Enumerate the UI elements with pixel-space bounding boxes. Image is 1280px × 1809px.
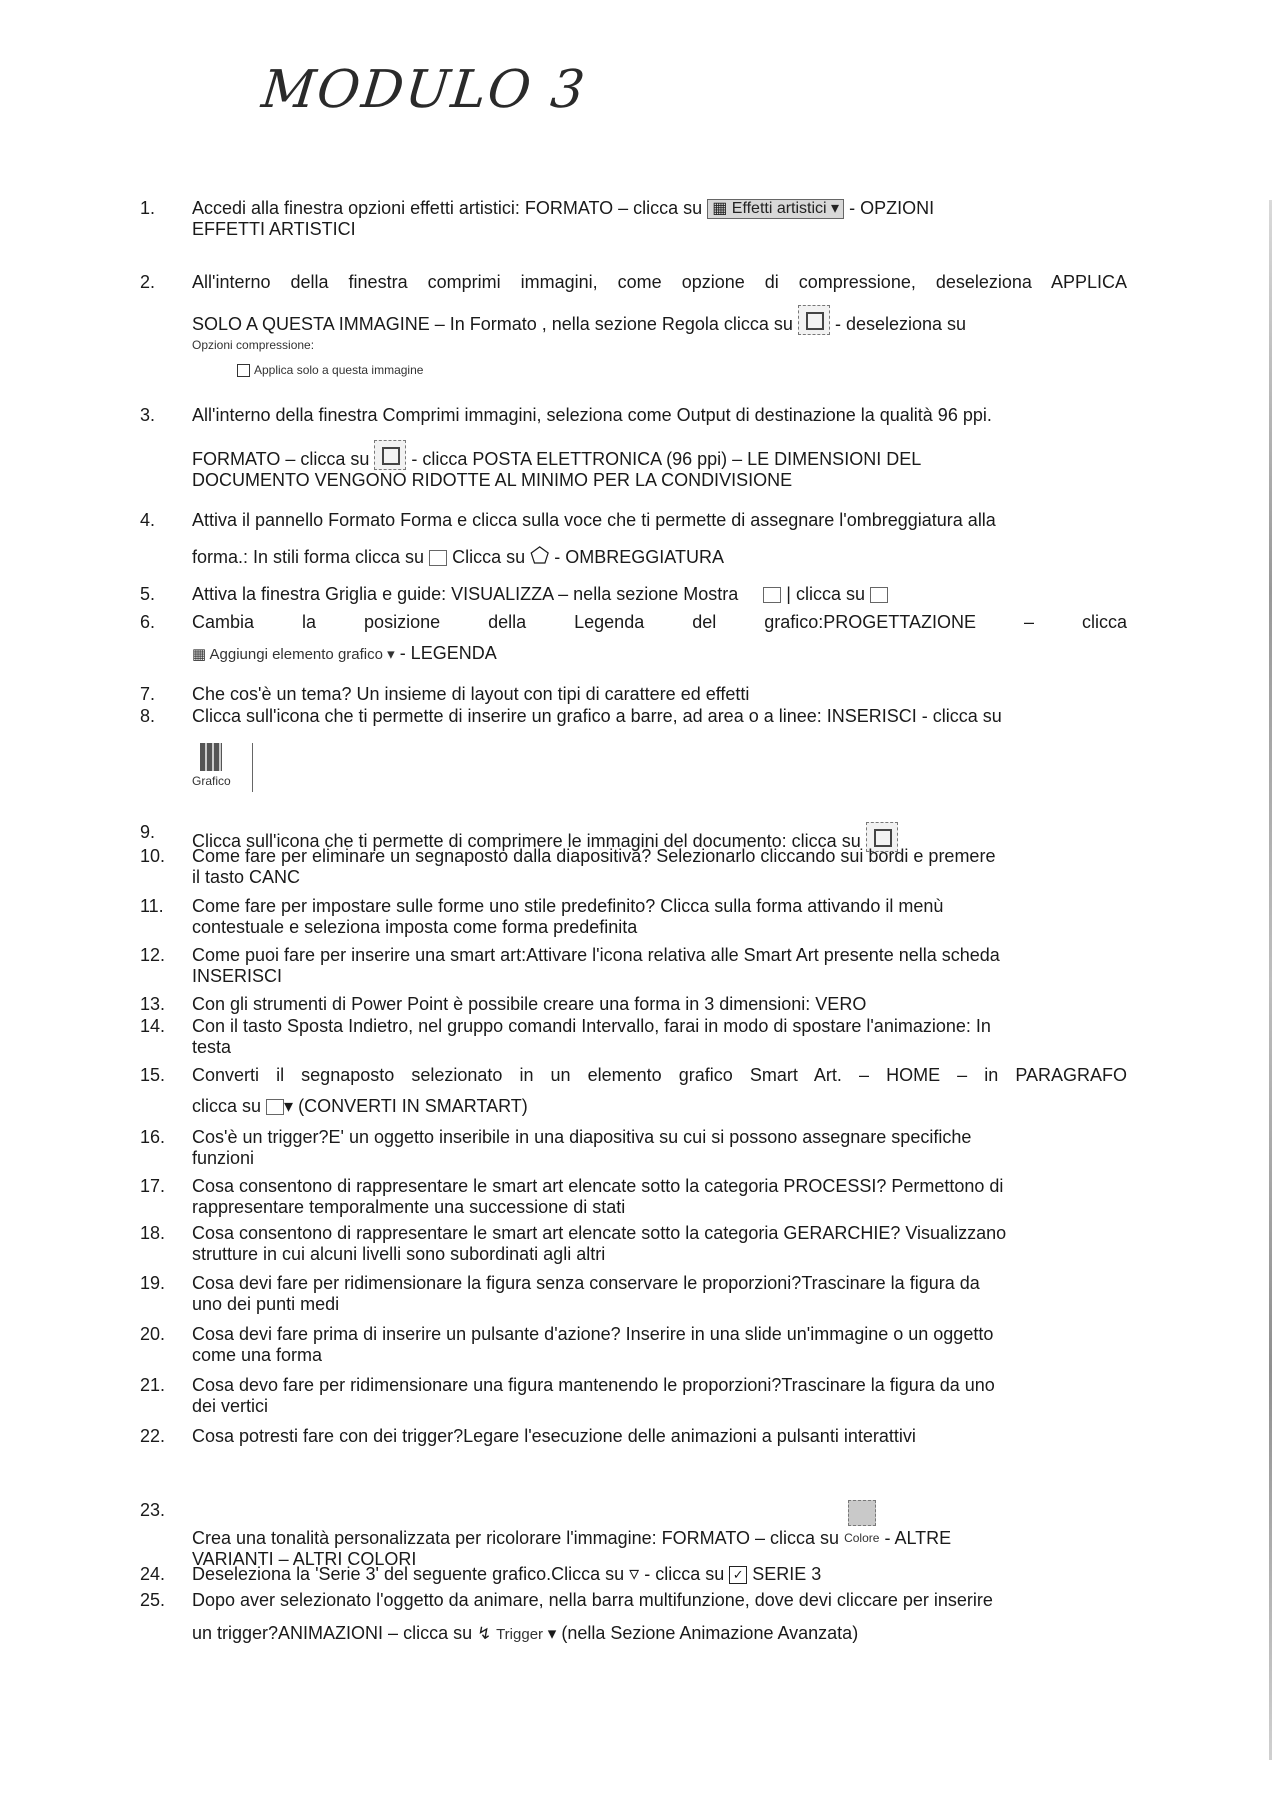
item-number: 23. [140,1500,166,1520]
color-icon: Colore [844,1500,879,1549]
item-number: 9. [140,822,156,842]
scan-edge [1269,200,1272,1760]
item-text: Cosa devi fare prima di inserire un pulsante d'azione? Inserire in una slide un'immagine o un oggetto come una forma [192,1324,994,1365]
item-text: Clicca sull'icona che ti permette di comprimere le immagini del documento: clicca su [192,822,1127,852]
checkbox-checked-icon: ✓ [729,1566,747,1584]
item-text: Deseleziona la 'Serie 3' del seguente grafico.Clicca su ▿ - clicca su ✓ SERIE 3 [192,1563,822,1585]
item-number: 1. [140,198,156,218]
item-text: Cosa potresti fare con dei trigger?Legare l'esecuzione delle animazioni a pulsanti interattivi [192,1426,916,1446]
item-text: Clicca sull'icona che ti permette di inserire un grafico a barre, ad area o a linee: INSERISCI - clicca su Grafico [192,706,1127,792]
item-text: Dopo aver selezionato l'oggetto da animare, nella barra multifunzione, dove devi cliccare per inserire un trigger?ANIMAZIONI – clicca su ↯ Trigger ▾ (nella Sezione Animazione Avanzata) [192,1590,993,1643]
compression-options-label: Opzioni compressione: [192,338,315,352]
compress-images-icon [374,440,406,470]
item-text: Come fare per impostare sulle forme uno stile predefinito? Clicca sulla forma attivando il menù contestuale e seleziona imposta come forma predefinita [192,896,944,937]
item-number: 14. [140,1016,166,1036]
trigger-icon: ↯ Trigger ▾ [477,1624,557,1643]
item-text: All'interno della finestra comprimi immagini, come opzione di compressione, deseleziona APPLICA SOLO A QUESTA IMMAGINE – In Formato , nella sezione Regola clicca su - deseleziona su Opzioni compressione: Applica solo a questa immagine [192,272,1127,377]
item-text: Cos'è un trigger?E' un oggetto inseribile in una diapositiva su cui si possono assegnare specifiche funzioni [192,1127,972,1168]
item-text: Attiva la finestra Griglia e guide: VISUALIZZA – nella sezione Mostra | clicca su [192,584,1127,605]
item-number: 4. [140,510,156,530]
item-text: Come fare per eliminare un segnaposto dalla diapositiva? Selezionarlo cliccando sui bordi e premere il tasto CANC [192,846,996,887]
item-number: 20. [140,1324,166,1344]
item-number: 24. [140,1564,166,1584]
item-number: 15. [140,1065,166,1085]
item-number: 5. [140,584,156,604]
item-number: 12. [140,945,166,965]
compress-images-icon [798,305,830,335]
item-number: 25. [140,1590,166,1610]
item-text: Che cos'è un tema? Un insieme di layout con tipi di carattere ed effetti [192,684,750,704]
item-number: 8. [140,706,156,726]
checkbox-icon [237,364,250,377]
shape-styles-icon [429,550,447,566]
item-number: 19. [140,1273,166,1293]
grid-dialog-icon [763,587,781,603]
item-text: Cambia la posizione della Legenda del grafico:PROGETTAZIONE – clicca ▦ Aggiungi elemento grafico ▾ - LEGENDA [192,612,1127,663]
item-number: 22. [140,1426,166,1446]
item-number: 16. [140,1127,166,1147]
item-text: All'interno della finestra Comprimi immagini, seleziona come Output di destinazione la qualità 96 ppi. FORMATO – clicca su - clicca POSTA ELETTRONICA (96 ppi) – LE DIMENSIONI DEL DOCUMENTO VENGONO RIDOTTE AL MINIMO PER LA CONDIVISIONE [192,405,992,490]
effetti-artistici-icon: ▦ Effetti artistici ▾ [707,199,844,219]
item-number: 6. [140,612,156,632]
page-title: MODULO 3 [258,60,590,120]
item-number: 3. [140,405,156,425]
convert-smartart-icon [266,1099,284,1115]
item-number: 18. [140,1223,166,1243]
item-number: 7. [140,684,156,704]
item-text: Cosa consentono di rappresentare le smart art elencate sotto la categoria PROCESSI? Permettono di rappresentare temporalmente una successione di stati [192,1176,1004,1217]
grid-launcher-icon [870,587,888,603]
item-text: Converti il segnaposto selezionato in un elemento grafico Smart Art. – HOME – in PARAGRAFO clicca su ▾ (CONVERTI IN SMARTART) [192,1065,1127,1116]
item-number: 10. [140,846,166,866]
item-text: Cosa devo fare per ridimensionare una figura mantenendo le proporzioni?Trascinare la figura da uno dei vertici [192,1375,995,1416]
item-text: Come puoi fare per inserire una smart art:Attivare l'icona relativa alle Smart Art presente nella scheda INSERISCI [192,945,1000,986]
item-text: Cosa devi fare per ridimensionare la figura senza conservare le proporzioni?Trascinare la figura da uno dei punti medi [192,1273,980,1314]
item-text: Accedi alla finestra opzioni effetti artistici: FORMATO – clicca su ▦ Effetti artistici ▾ - OPZIONI EFFETTI ARTISTICI [192,198,935,240]
add-chart-element-icon: ▦ Aggiungi elemento grafico ▾ [192,646,395,663]
item-text: Con il tasto Sposta Indietro, nel gruppo comandi Intervallo, farai in modo di spostare l'animazione: In testa [192,1016,991,1057]
item-text: Crea una tonalità personalizzata per ricolorare l'immagine: FORMATO – clicca su Colore - ALTRE VARIANTI – ALTRI COLORI [192,1500,1127,1570]
item-text: Cosa consentono di rappresentare le smart art elencate sotto la categoria GERARCHIE? Visualizzano strutture in cui alcuni livelli sono subordinati agli altri [192,1223,1007,1264]
item-number: 2. [140,272,156,292]
item-text: Con gli strumenti di Power Point è possibile creare una forma in 3 dimensioni: VERO [192,994,867,1014]
item-number: 21. [140,1375,166,1395]
item-number: 11. [140,896,164,916]
chart-icon: Grafico [192,743,253,792]
filter-icon: ▿ [629,1563,640,1585]
item-number: 13. [140,994,166,1014]
item-number: 17. [140,1176,166,1196]
pentagon-shape-icon: ⬠ [530,543,550,568]
item-text: Attiva il pannello Formato Forma e clicca sulla voce che ti permette di assegnare l'ombreggiatura alla forma.: In stili forma clicca su Clicca su ⬠ - OMBREGGIATURA [192,510,996,568]
